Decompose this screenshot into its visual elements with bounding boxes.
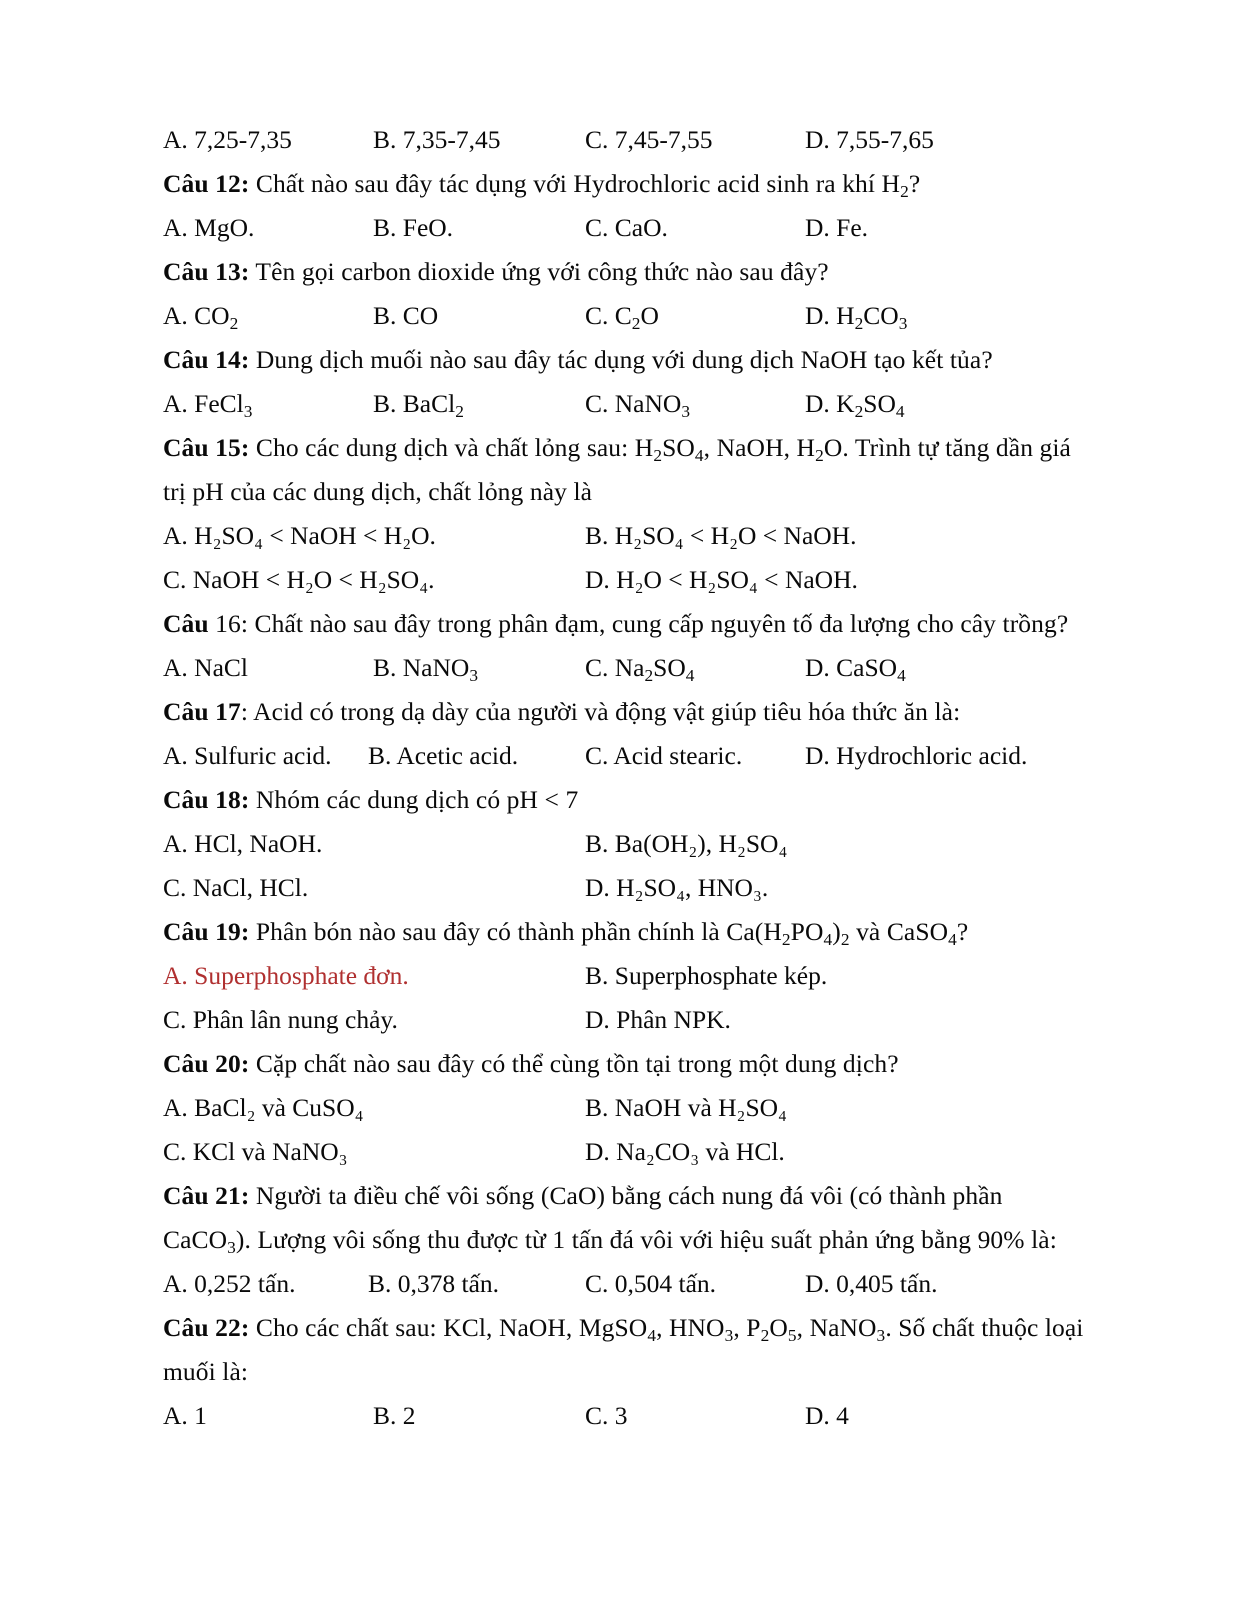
option-c: C. Phân lân nung chảy. [163, 1005, 398, 1034]
question-16-stem [163, 602, 1092, 646]
question-12-text-before: Chất nào sau đây tác dụng với Hydrochloric acid sinh ra khí H [249, 169, 901, 198]
option-d: D. Fe. [805, 213, 869, 242]
option-d-sub2: 3 [898, 313, 908, 333]
question-15-sub2: 4 [694, 445, 704, 465]
question-13-stem [163, 250, 1092, 294]
question-22-part1: Cho các chất sau: KCl, NaOH, MgSO [249, 1313, 648, 1342]
question-13-options [163, 294, 1092, 338]
option-b: B. Superphosphate kép. [585, 961, 828, 990]
option-c-sub2: 4 [685, 665, 695, 685]
question-22-stem [163, 1306, 1092, 1394]
question-19-part4: và CaSO [849, 917, 949, 946]
option-d-sub1: 2 [854, 401, 864, 421]
question-16-options [163, 646, 1092, 690]
question-21-stem [163, 1174, 1092, 1262]
option-d-text: D. CaSO [805, 653, 898, 682]
option-c: C. 3 [585, 1401, 628, 1430]
option-d: D. Na₂CO₃ và HCl. [585, 1137, 785, 1166]
option-c: C. Acid stearic. [585, 741, 743, 770]
option-c-mid: SO [653, 653, 686, 682]
option-d: D. H₂SO₄, HNO₃. [585, 873, 769, 902]
question-19-sub2: 4 [823, 929, 833, 949]
option-c-text: C. Na [585, 653, 645, 682]
option-b-text: B. NaNO [373, 653, 470, 682]
option-d: D. H₂O < H₂SO₄ < NaOH. [585, 565, 858, 594]
question-15-part4: O. Trình tự tăng dần giá trị pH của các dung dịch, chất lỏng này là [163, 433, 1071, 506]
option-a [163, 382, 252, 426]
option-a-sub: 2 [229, 313, 239, 333]
option-d-text: D. K [805, 389, 855, 418]
question-22-part6: . Số chất thuộc loại muối là: [163, 1313, 1084, 1386]
question-12-text-after: ? [908, 169, 921, 198]
question-15-stem [163, 426, 1092, 514]
question-21-label: Câu 21: [163, 1181, 250, 1210]
option-d-sub: 4 [897, 665, 906, 685]
question-22-sub1: 4 [647, 1325, 657, 1345]
option-b: B. Ba(OH₂), H₂SO₄ [585, 829, 788, 858]
option-d-mid: CO [863, 301, 899, 330]
question-21-sub1: 3 [227, 1237, 236, 1257]
question-15-sub3: 2 [815, 445, 824, 465]
option-c: C. CaO. [585, 213, 668, 242]
option-b: B. NaOH và H₂SO₄ [585, 1093, 787, 1122]
option-b: B. 2 [373, 1401, 416, 1430]
question-21-part1: Người ta điều chế vôi sống (CaO) bằng cách nung đá vôi (có thành phần CaCO [163, 1181, 1003, 1254]
option-d-sub1: 2 [854, 313, 864, 333]
option-b [373, 382, 464, 426]
question-12-options [163, 206, 1092, 250]
option-a-text: A. FeCl [163, 389, 244, 418]
question-16-text: Chất nào sau đây trong phân đạm, cung cấp nguyên tố đa lượng cho cây trồng? [248, 609, 1069, 638]
question-15-part3: , NaOH, H [703, 433, 816, 462]
question-12-stem [163, 162, 1092, 206]
question-13-label: Câu 13: [163, 257, 250, 286]
option-a [163, 294, 238, 338]
option-a: A. MgO. [163, 213, 255, 242]
option-d [805, 646, 906, 690]
question-19-label: Câu 19: [163, 917, 250, 946]
question-19-options-row1 [163, 954, 1092, 998]
option-b: B. CO [373, 301, 439, 330]
question-19-sub3: 2 [840, 929, 850, 949]
option-d-mid: SO [863, 389, 896, 418]
option-d: D. Phân NPK. [585, 1005, 731, 1034]
option-a: A. HCl, NaOH. [163, 829, 323, 858]
option-d-sub2: 4 [895, 401, 905, 421]
option-a: A. BaCl₂ và CuSO₄ [163, 1093, 364, 1122]
option-c: C. KCl và NaNO₃ [163, 1137, 348, 1166]
question-14-stem [163, 338, 1092, 382]
question-22-sub2: 3 [724, 1325, 734, 1345]
question-18-label: Câu 18: [163, 785, 250, 814]
option-c [585, 382, 690, 426]
question-22-part5: , NaNO [796, 1313, 877, 1342]
question-18-text: Nhóm các dung dịch có pH < 7 [249, 785, 579, 814]
question-18-stem [163, 778, 1092, 822]
option-b: B. Acetic acid. [368, 741, 519, 770]
option-c [585, 294, 659, 338]
option-d [805, 294, 907, 338]
option-b-sub: 2 [455, 401, 464, 421]
question-19-part5: ? [956, 917, 969, 946]
option-a: A. 0,252 tấn. [163, 1269, 296, 1298]
question-22-part4: O [769, 1313, 788, 1342]
question-20-stem [163, 1042, 1092, 1086]
option-a: A. 1 [163, 1401, 207, 1430]
question-19-part1: Phân bón nào sau đây có thành phần chính là Ca(H [249, 917, 782, 946]
question-22-sub3: 2 [760, 1325, 770, 1345]
question-14-text: Dung dịch muối nào sau đây tác dụng với dung dịch NaOH tạo kết tủa? [249, 345, 993, 374]
question-11-options [163, 118, 1092, 162]
question-17-stem [163, 690, 1092, 734]
option-c: C. 0,504 tấn. [585, 1269, 717, 1298]
question-19-sub4: 4 [948, 929, 957, 949]
option-c-sub: 2 [631, 313, 641, 333]
question-18-options-row2 [163, 866, 1092, 910]
question-20-options-row1 [163, 1086, 1092, 1130]
option-b: B. 0,378 tấn. [368, 1269, 500, 1298]
question-21-part2: ). Lượng vôi sống thu được từ 1 tấn đá vôi với hiệu suất phản ứng bằng 90% là: [235, 1225, 1057, 1254]
option-c: C. NaOH < H₂O < H₂SO₄. [163, 565, 435, 594]
option-a: A. 7,25-7,35 [163, 125, 292, 154]
question-22-part2: , HNO [656, 1313, 725, 1342]
question-15-label: Câu 15: [163, 433, 250, 462]
question-15-options-row1 [163, 514, 1092, 558]
question-17-label: Câu 17 [163, 697, 241, 726]
question-14-options [163, 382, 1092, 426]
question-15-sub1: 2 [653, 445, 663, 465]
option-c-text: C. NaNO [585, 389, 682, 418]
option-a: A. H₂SO₄ < NaOH < H₂O. [163, 521, 436, 550]
option-b [373, 646, 478, 690]
question-14-label: Câu 14: [163, 345, 250, 374]
question-13-text: Tên gọi carbon dioxide ứng với công thức nào sau đây? [249, 257, 829, 286]
question-19-sub1: 2 [781, 929, 791, 949]
option-a: A. NaCl [163, 653, 248, 682]
question-12-subscript: 2 [900, 181, 909, 201]
option-a-text: A. CO [163, 301, 230, 330]
question-21-options [163, 1262, 1092, 1306]
option-c-text: C. C [585, 301, 632, 330]
option-c: C. NaCl, HCl. [163, 873, 309, 902]
option-a: A. Sulfuric acid. [163, 741, 332, 770]
option-d-text: D. H [805, 301, 855, 330]
question-22-sub4: 5 [787, 1325, 797, 1345]
option-d: D. 0,405 tấn. [805, 1269, 938, 1298]
option-c-post: O [640, 301, 659, 330]
question-19-stem [163, 910, 1092, 954]
question-22-options [163, 1394, 1092, 1438]
question-12-label: Câu 12: [163, 169, 250, 198]
option-a-selected: A. Superphosphate đơn. [163, 961, 409, 990]
option-b-sub: 3 [469, 665, 478, 685]
question-22-label: Câu 22: [163, 1313, 250, 1342]
question-17-text: : Acid có trong dạ dày của người và động vật giúp tiêu hóa thức ăn là: [240, 697, 961, 726]
option-c: C. 7,45-7,55 [585, 125, 713, 154]
question-20-text: Cặp chất nào sau đây có thể cùng tồn tại trong một dung dịch? [249, 1049, 899, 1078]
question-16-label: Câu [163, 609, 209, 638]
option-a-sub: 3 [243, 401, 253, 421]
question-22-sub5: 3 [876, 1325, 886, 1345]
option-d: D. 4 [805, 1401, 849, 1430]
question-18-options-row1 [163, 822, 1092, 866]
question-20-label: Câu 20: [163, 1049, 250, 1078]
option-c [585, 646, 694, 690]
question-15-part1: Cho các dung dịch và chất lỏng sau: H [249, 433, 654, 462]
question-15-options-row2 [163, 558, 1092, 602]
option-d [805, 382, 905, 426]
question-19-options-row2 [163, 998, 1092, 1042]
question-20-options-row2 [163, 1130, 1092, 1174]
question-16-number: 16: [208, 609, 249, 638]
question-19-part3: ) [832, 917, 841, 946]
option-c-sub1: 2 [644, 665, 654, 685]
option-b: B. FeO. [373, 213, 454, 242]
option-b-text: B. BaCl [373, 389, 456, 418]
option-b: B. H₂SO₄ < H₂O < NaOH. [585, 521, 857, 550]
question-17-options [163, 734, 1092, 778]
option-b: B. 7,35-7,45 [373, 125, 501, 154]
option-d: D. Hydrochloric acid. [805, 741, 1028, 770]
question-22-part3: , P [733, 1313, 761, 1342]
option-c-sub: 3 [681, 401, 690, 421]
question-19-part2: PO [790, 917, 824, 946]
question-15-part2: SO [662, 433, 695, 462]
option-d: D. 7,55-7,65 [805, 125, 934, 154]
